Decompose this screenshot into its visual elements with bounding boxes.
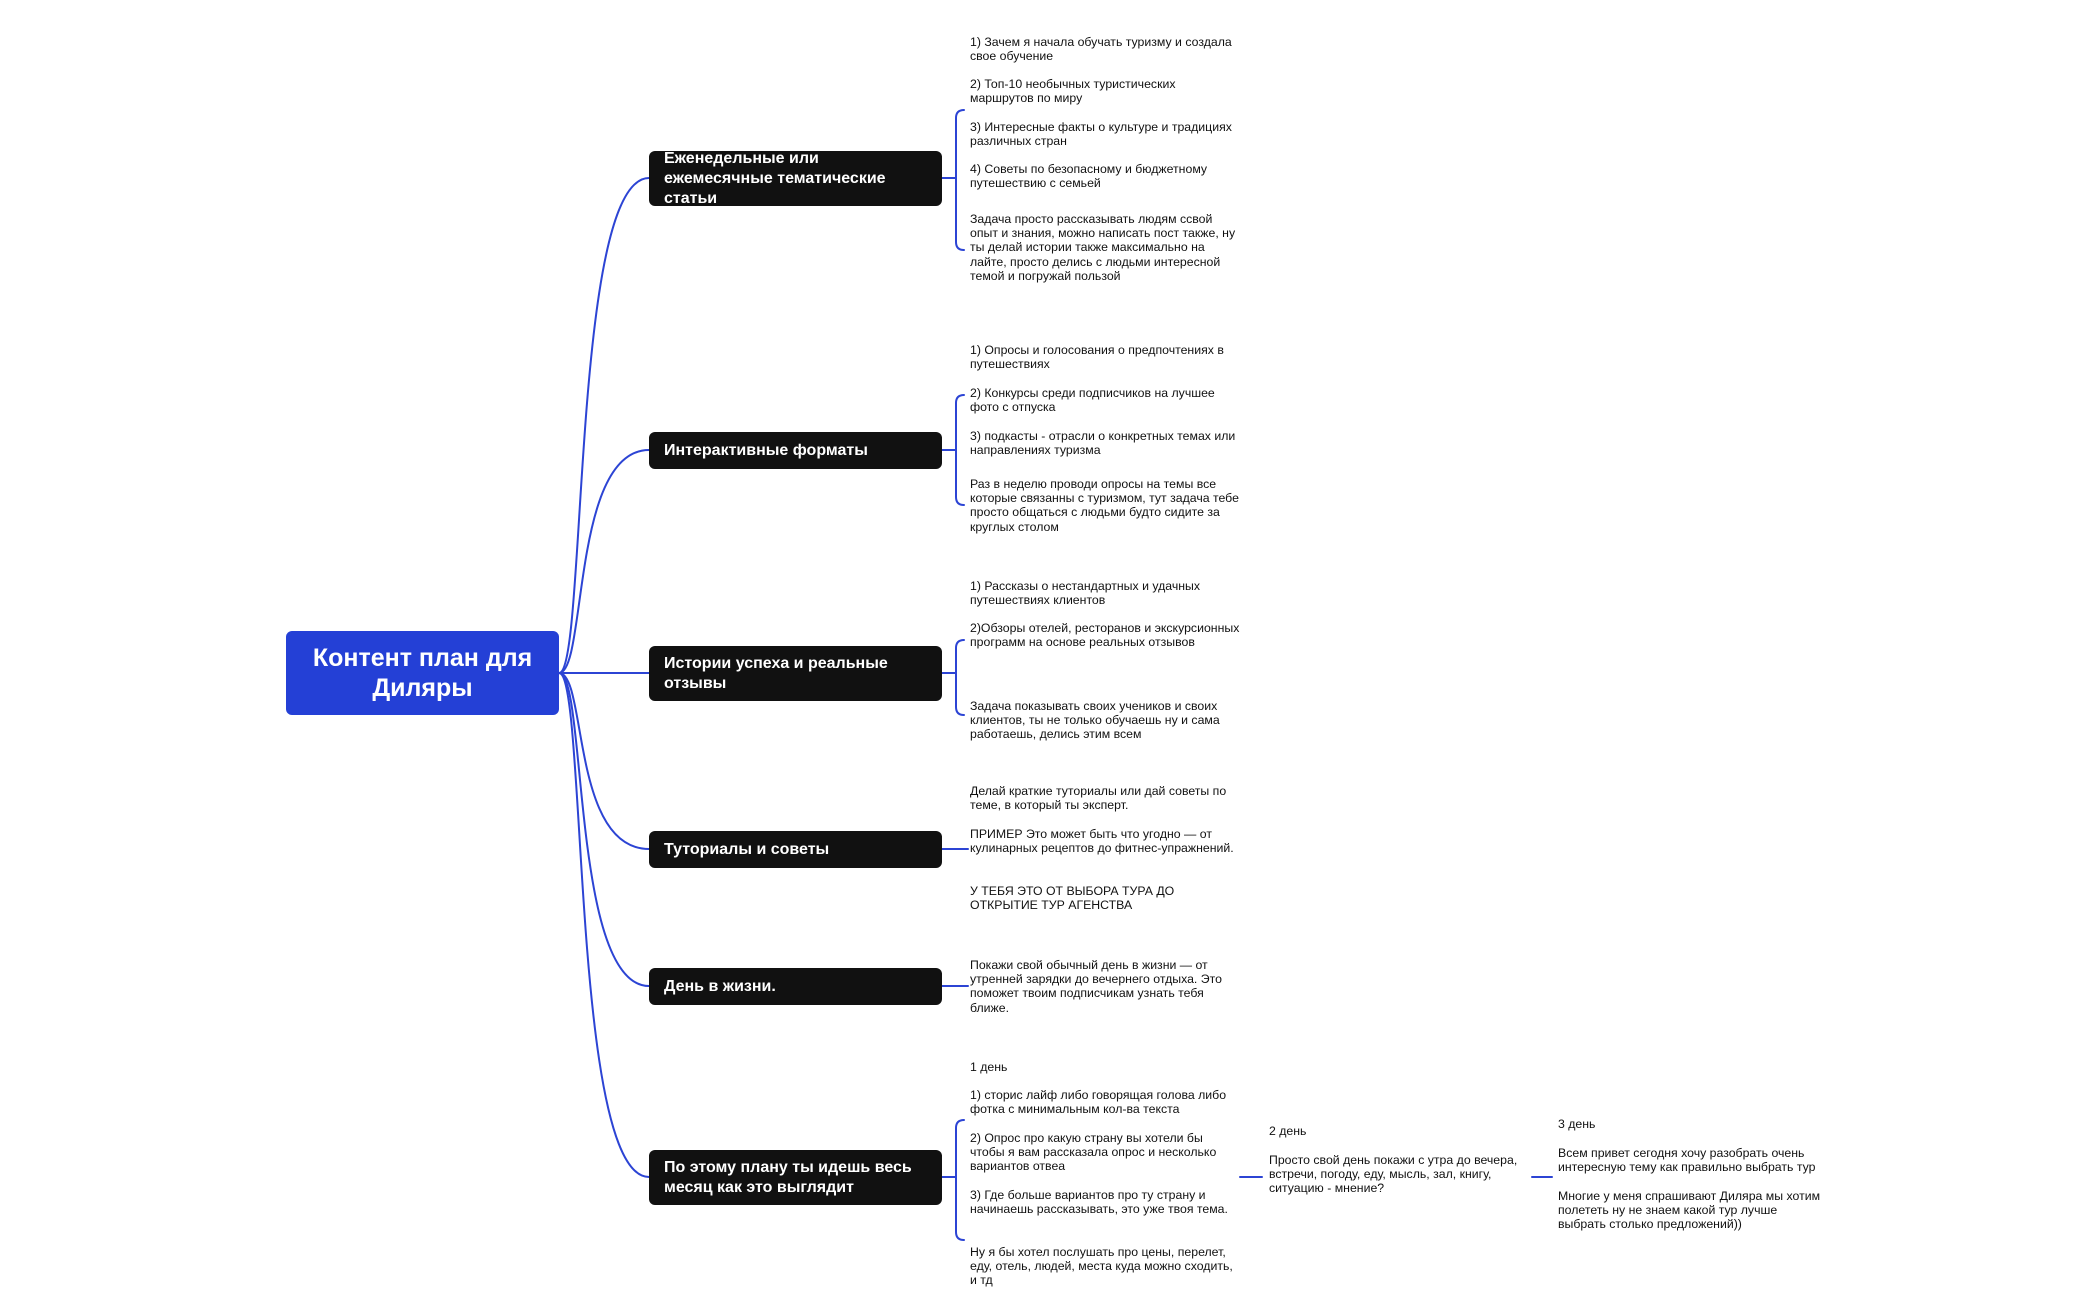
connector-root-day-in-life [559, 673, 649, 986]
note-articles-task: Задача просто рассказывать людям ссвой опыт и знания, можно написать пост также, ну ты делай истории также максимально на лайте, просто делись с людьми интересной темой и погружай пользой [970, 212, 1236, 283]
note-interactive-task: Раз в неделю проводи опросы на темы все которые связанны с туризмом, тут задача тебе просто общаться с людьми будто сидите за круглых столом [970, 477, 1239, 534]
day3-title: 3 день [1558, 1117, 1596, 1131]
day3-text-1: Всем привет сегодня хочу разобрать очень интересную тему как правильно выбрать тур [1558, 1146, 1816, 1175]
day2-title: 2 день [1269, 1124, 1307, 1138]
topic-node-monthly-plan[interactable]: По этому плану ты идешь весь месяц как это выглядит [649, 1150, 942, 1205]
note-interactive-2: 2) Конкурсы среди подписчиков на лучшее фото с отпуска [970, 386, 1215, 415]
note-plan-day1-2: 2) Опрос про какую страну вы хотели бы чтобы я вам рассказала опрос и несколько вариантов отвеа [970, 1131, 1217, 1174]
topic-node-tutorials[interactable]: Туториалы и советы [649, 831, 942, 868]
note-tutorials-1: Делай краткие туториалы или дай советы по теме, в который ты эксперт. [970, 784, 1227, 813]
connector-root-monthly-plan [559, 673, 649, 1177]
note-interactive-1: 1) Опросы и голосования о предпочтениях в путешествиях [970, 343, 1224, 372]
note-interactive-3: 3) подкасты - отрасли о конкретных темах или направлениях туризма [970, 429, 1236, 458]
note-articles-2: 2) Топ-10 необычных туристических маршрутов по миру [970, 77, 1176, 106]
note-plan-day1-3: 3) Где больше вариантов про ту страну и начинаешь рассказывать, это уже твоя тема. [970, 1188, 1228, 1217]
note-success-1: 1) Рассказы о нестандартных и удачных путешествиях клиентов [970, 579, 1201, 608]
connector-root-interactive [559, 450, 649, 673]
note-articles-1: 1) Зачем я начала обучать туризму и создала свое обучение [970, 35, 1232, 64]
connector-root-articles [559, 178, 649, 673]
note-articles-4: 4) Советы по безопасному и бюджетному путешествию с семьей [970, 162, 1208, 191]
note-plan-day1-4: Ну я бы хотел послушать про цены, перелет, еду, отель, людей, места куда можно сходить, и тд [970, 1245, 1233, 1288]
connector-bracket-articles [956, 110, 964, 250]
note-day-in-life: Покажи свой обычный день в жизни — от утренней зарядки до вечернего отдыха. Это поможет твоим подписчикам узнать тебя ближе. [970, 958, 1222, 1015]
day2-text: Просто свой день покажи с утра до вечера, встречи, погоду, еду, мысль, зал, книгу, ситуацию - мнение? [1269, 1153, 1518, 1196]
note-articles-3: 3) Интересные факты о культуре и традициях различных стран [970, 120, 1232, 149]
note-tutorials-3: У ТЕБЯ ЭТО ОТ ВЫБОРА ТУРА ДО ОТКРЫТИЕ ТУР АГЕНСТВА [970, 884, 1175, 913]
note-plan-day1-title: 1 день [970, 1060, 1008, 1074]
root-node[interactable]: Контент план для Диляры [286, 631, 559, 715]
topic-node-day-in-life[interactable]: День в жизни. [649, 968, 942, 1005]
note-tutorials-2: ПРИМЕР Это может быть что угодно — от кулинарных рецептов до фитнес-упражнений. [970, 827, 1234, 856]
connector-root-tutorials [559, 673, 649, 849]
note-success-task: Задача показывать своих учеников и своих клиентов, ты не только обучаешь ну и сама работаешь, делись этим всем [970, 699, 1220, 742]
connector-bracket-interactive [956, 395, 964, 505]
connector-bracket-success-stories [956, 640, 964, 715]
topic-node-success-stories[interactable]: Истории успеха и реальные отзывы [649, 646, 942, 701]
day3-text-2: Многие у меня спрашивают Диляра мы хотим полететь ну не знаем какой тур лучше выбрать столько предложений)) [1558, 1189, 1821, 1232]
topic-node-articles[interactable]: Еженедельные или ежемесячные тематические статьи [649, 151, 942, 206]
note-plan-day1-1: 1) сторис лайф либо говорящая голова либо фотка с минимальным кол-ва текста [970, 1088, 1227, 1117]
connector-bracket-monthly-plan [956, 1120, 964, 1240]
note-success-2: 2)Обзоры отелей, ресторанов и экскурсионных программ на основе реальных отзывов [970, 621, 1240, 650]
topic-node-interactive[interactable]: Интерактивные форматы [649, 432, 942, 469]
